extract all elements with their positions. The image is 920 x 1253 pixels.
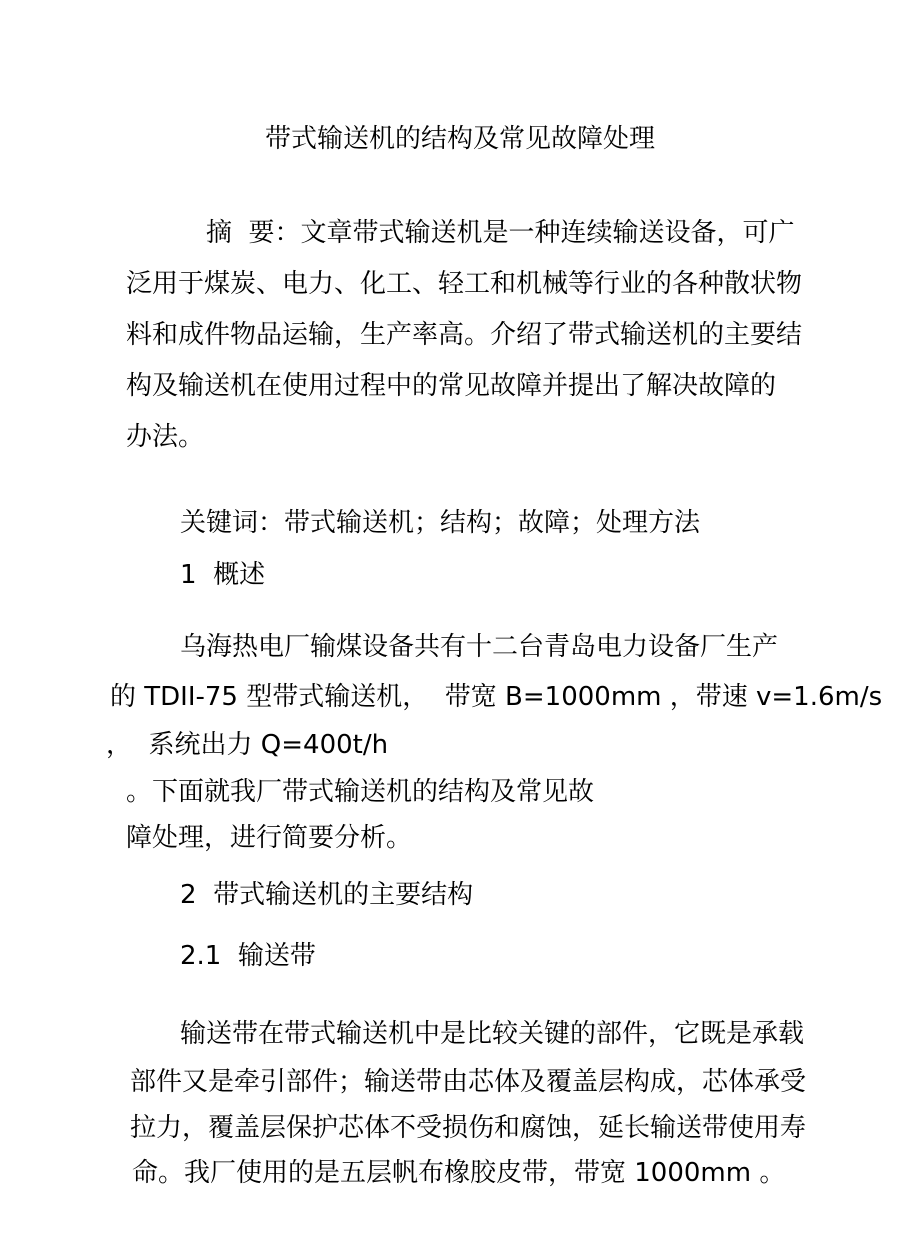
section-1-line-4: 。下面就我厂带式输送机的结构及常见故 (126, 777, 595, 807)
section-2-heading: 2 带式输送机的主要结构 (180, 880, 474, 910)
abstract-line-1: 摘 要：文章带式输送机是一种连续输送设备，可广 (206, 218, 795, 248)
section-1-line-5: 障处理，进行简要分析。 (126, 823, 413, 853)
section-1-line-3: ， 系统出力 Q=400t/h (106, 730, 389, 760)
belt-paragraph-line-2: 部件又是牵引部件；输送带由芯体及覆盖层构成，芯体承受 (130, 1067, 807, 1097)
abstract-line-3: 料和成件物品运输，生产率高。介绍了带式输送机的主要结 (126, 320, 803, 350)
belt-paragraph-line-3: 拉力，覆盖层保护芯体不受损伤和腐蚀，延长输送带使用寿 (130, 1113, 807, 1143)
abstract-line-2: 泛用于煤炭、电力、化工、轻工和机械等行业的各种散状物 (126, 269, 803, 299)
section-1-line-2: 的 TDII-75 型带式输送机， 带宽 B=1000mm ，带速 v=1.6m/s (110, 682, 883, 712)
keywords-line: 关键词：带式输送机；结构；故障；处理方法 (180, 508, 701, 538)
abstract-line-4: 构及输送机在使用过程中的常见故障并提出了解决故障的 (126, 371, 777, 401)
belt-paragraph-line-1: 输送带在带式输送机中是比较关键的部件，它既是承载 (180, 1019, 805, 1049)
abstract-line-5: 办法。 (126, 422, 205, 452)
section-1-heading: 1 概述 (180, 560, 266, 590)
belt-paragraph-line-4: 命。我厂使用的是五层帆布橡胶皮带，带宽 1000mm 。 (132, 1158, 786, 1188)
section-2-1-heading: 2.1 输送带 (180, 941, 316, 971)
section-1-line-1: 乌海热电厂输煤设备共有十二台青岛电力设备厂生产 (180, 632, 779, 662)
document-title: 带式输送机的结构及常见故障处理 (264, 124, 655, 154)
